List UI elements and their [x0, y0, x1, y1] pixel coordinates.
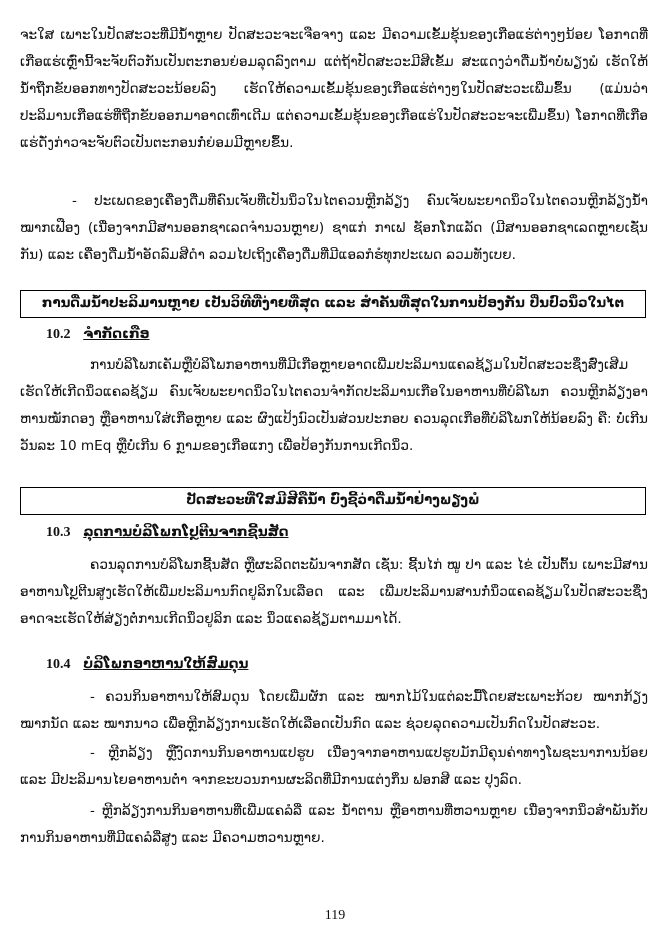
callout-box-clear-urine: ປັດສະວະທີ່ໃສມີສີຄືນໍ້າ ບົ່ງຊີ້ວ່າດື່ມນໍ້າຢ່າງພຽງພໍ — [20, 487, 646, 515]
section-heading-10-4 — [46, 652, 248, 677]
section-number: 10.3 — [46, 525, 71, 540]
paragraph-avoid-sugar: - ຫຼີກລ້ຽງການກິນອາຫານທີ່ເພີ່ມແຄລໍລີ່ ແລະ ນໍ້າຕານ ຫຼືອາຫານທີ່ຫວານຫຼາຍ ເນື່ອງຈາກນິ່ວສໍາພັນກັບການກິນອາຫານທີ່ມີແຄລໍລີ່ສູງ ແລະ ມີຄວາມຫວານຫຼາຍ. — [20, 803, 648, 846]
callout-box-drink-water: ການດື່ມນໍ້າປະລິມານຫຼາຍ ເປັນວິທີທີ່ງ່າຍທີ່ສຸດ ແລະ ສໍາຄັນທີ່ສຸດໃນການປ້ອງກັນ ປິ່ນປົວນິ່ວໃນໄຕ — [20, 290, 646, 318]
section-title: ລຸດການບໍລິໂພກໂປຼຕີນຈາກຊີ້ນສັດ — [83, 524, 289, 540]
paragraph-reduce-protein: ຄວນລຸດການບໍລິໂພກຊີ້ນສັດ ຫຼືຜະລິດຕະພັນຈາກສັດ ເຊັ່ນ: ຊີ້ນໄກ່ ໝູ ປາ ແລະ ໄຂ່ ເປັນຕົ້ນ ເພາະມີສານອາຫານໂປຼຕີນສູງເຮັດໃຫ້ເພີ່ມປະລິມານກົດຢູລິກໃນເລືອດ ແລະ ເພີ່ມປະລິມານສານກໍ່ນິ່ວແຄລຊ້ຽມໃນປັດສະວະຊຶ່ງອາດຈະເຮັດໃຫ້ສ່ຽງຕໍ່ການເກີດນິ່ວຢູລິກ ແລະ ນິ່ວແຄລຊ້ຽມຕາມມາໄດ້. — [20, 557, 648, 627]
section-heading-10-2 — [46, 322, 150, 347]
page-number: 119 — [324, 908, 346, 923]
paragraph-balanced-diet: - ຄວນກິນອາຫານໃຫ້ສົມດຸນ ໂດຍເພີ່ມຜັກ ແລະ ໝາກໄມ້ໃນແຕ່ລະມື້ໂດຍສະເພາະກ້ວຍ ໝາກກ້ຽງໝາກນັດ ແລະ ໝາກນາວ ເພື່ອຫຼີກລ້ຽງການເຮັດໃຫ້ເລືອດເປັນກົດ ແລະ ຊ່ວຍລຸດຄວາມເປັນກົດໃນປັດສະວະ. — [20, 689, 648, 732]
section-heading-10-3 — [46, 520, 288, 545]
section-title: ຈໍາກັດເກືອ — [83, 326, 150, 342]
section-number: 10.2 — [46, 327, 71, 342]
section-title: ບໍລິໂພກອາຫານໃຫ້ສົມດຸນ — [83, 656, 249, 672]
paragraph-urine-concentration: ຈະໃສ ເພາະໃນປັດສະວະທີ່ມີນໍ້າຫຼາຍ ປັດສະວະຈະເຈືອຈາງ ແລະ ມີຄວາມເຂັ້ມຂຸ້ນຂອງເກືອແຮ່ຕ່າງໆນ້ອຍ ໂອກາດທີ່ເກືອແຮ່ເຫຼົ່ານີ້ຈະຈັບຕົວກັນເປັນຕະກອນຍ່ອມລຸດລົງຕາມ ແຕ່ຖ້າປັດສະວະມີສີເຂັ້ມ ສະແດງວ່າດື່ມນໍ້າບໍ່ພຽງພໍ ເຮັດໃຫ້ນໍ້າຖືກຂັບອອກທາງປັດສະວະນ້ອຍລົງ ເຮັດໃຫ້ຄວາມເຂັ້ມຂຸ້ນຂອງເກືອແຮ່ຕ່າງໆໃນປັດສະວະເພີ່ມຂຶ້ນ (ແມ່ນວ່າປະລິມານເກືອແຮ່ທີ່ຖືກຂັບອອກມາອາດເທົ່າເດີມ ແຕ່ຄວາມເຂັ້ມຂຸ້ນຂອງເກືອແຮ່ໃນປັດສະວະຈະເພີ່ມຂຶ້ນ) ໂອກາດທີ່ເກືອແຮ່ດັ່ງກ່າວຈະຈັບຕົວເປັນຕະກອນກໍ່ຍ່ອມມີຫຼາຍຂຶ້ນ. — [20, 27, 648, 151]
paragraph-limit-salt: ການບໍລິໂພກເຄັມຫຼືບໍລິໂພກອາຫານທີ່ມີເກືອຫຼາຍອາດເພີ່ມປະລິມານແຄລຊ້ຽມໃນປັດສະວະຊຶ່ງສົ່ງເສີມເຮັດໃຫ້ເກີດນິ່ວແຄລຊ້ຽມ ຄົນເຈັບພະຍາດນິ່ວໃນໄຕຄວນຈໍາກັດປະລິມານເກືອໃນອາຫານທີ່ບໍລິໂພກ ຄວນຫຼີກລ້ຽງອາຫານໝັກດອງ ຫຼືອາຫານໃສ່ເກືອຫຼາຍ ແລະ ຜົງແປ້ງນົວເປັນສ່ວນປະກອບ ຄວນລຸດເກືອທີ່ບໍລິໂພກໃຫ້ນ້ອຍລົງ ຄື: ບໍ່ເກີນວັນລະ 10 mEq ຫຼືບໍ່ເກີນ 6 ກຼາມຂອງເກືອແກງ ເພື່ອປ້ອງກັນການເກີດນິ່ວ. — [20, 357, 648, 454]
paragraph-avoid-processed-food: - ຫຼີກລ້ຽງ ຫຼືງົດການກິນອາຫານແປຮູບ ເນື່ອງຈາກອາຫານແປຮູບມັກມີຄຸນຄ່າທາງໂພຊະນາການນ້ອຍ ແລະ ມີປະລິມານໄຍອາຫານຕໍ່າ ຈາກຂະບວນການຜະລິດທີ່ມີການແຕ່ງກິ່ນ ຟອກສີ ແລະ ປຸງລົດ. — [20, 745, 648, 788]
section-number: 10.4 — [46, 657, 71, 672]
paragraph-drinks-to-avoid: - ປະເພດຂອງເຄື່ອງດື່ມທີ່ຄົນເຈັບທີ່ເປັນນິ່ວໃນໄຕຄວນຫຼີກລ້ຽງ ຄົນເຈັບພະຍາດນິ່ວໃນໄຕຄວນຫຼີກລ້ຽງນໍ້າໝາກເຟືອງ (ເນື່ອງຈາກມີສານອອກຊາເລດຈໍານວນຫຼາຍ) ຊາແກ່ ກາເຟ ຊັອກໂກແລັດ (ມີສານອອກຊາເລດຫຼາຍເຊັ່ນກັນ) ແລະ ເຄື່ອງດື່ມນໍ້າອັດລົມສີດໍາ ລວມໄປເຖິງເຄື່ອງດື່ມທີ່ມີແອລກໍຮໍທຸກປະເພດ ລວມທັງເບຍ. — [20, 193, 648, 263]
